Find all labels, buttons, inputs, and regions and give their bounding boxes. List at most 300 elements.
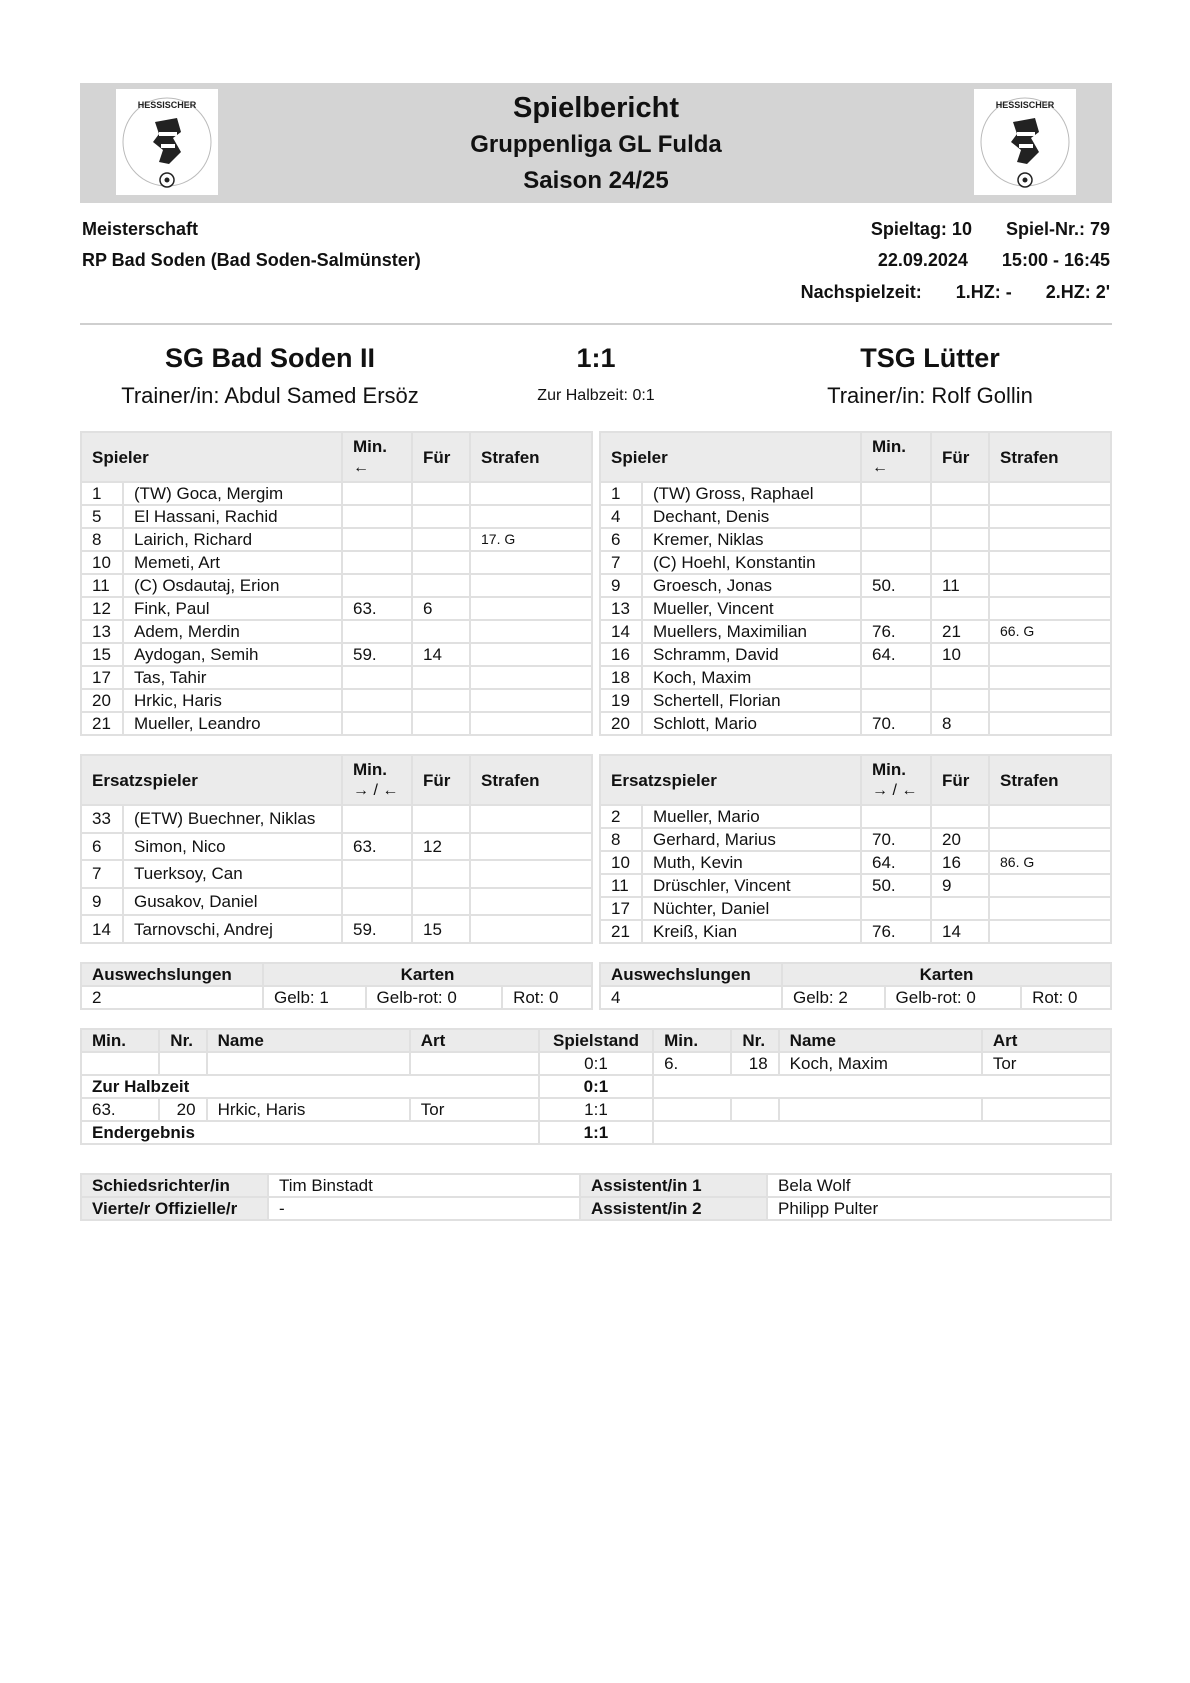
sub-minute: 64. xyxy=(861,643,931,666)
away-subs-table xyxy=(599,754,1112,944)
halftime-score: Zur Halbzeit: 0:1 xyxy=(537,387,655,404)
player-row xyxy=(81,689,592,712)
player-name: Koch, Maxim xyxy=(642,666,861,689)
sub-minute: 76. xyxy=(861,620,931,643)
sub-minute: 76. xyxy=(861,920,931,943)
svg-text:HESSISCHER: HESSISCHER xyxy=(137,100,197,110)
player-row xyxy=(81,666,592,689)
player-row xyxy=(600,597,1111,620)
shirt-number: 1 xyxy=(81,482,123,505)
assistant1-name: Bela Wolf xyxy=(767,1174,1111,1197)
col-player: Spieler xyxy=(81,432,342,482)
home-lineup-table xyxy=(80,431,593,736)
sub-minute xyxy=(861,597,931,620)
player-name: Gerhard, Marius xyxy=(642,828,861,851)
substitutions-label: Auswechslungen xyxy=(600,963,782,986)
shirt-number: 20 xyxy=(600,712,642,735)
sub-minute xyxy=(342,805,412,833)
substitute-row xyxy=(600,874,1111,897)
goals-table xyxy=(80,1028,1112,1145)
col-number: Nr. xyxy=(159,1029,206,1052)
sub-for: 20 xyxy=(931,828,989,851)
penalty xyxy=(470,666,592,689)
score-state: 0:1 xyxy=(539,1052,653,1075)
away-team: TSG Lütter xyxy=(860,343,1000,373)
player-row xyxy=(600,666,1111,689)
substitutions-count: 2 xyxy=(81,986,263,1009)
shirt-number: 6 xyxy=(600,528,642,551)
final-score: 1:1 xyxy=(539,1121,653,1144)
halftime-score: 0:1 xyxy=(539,1075,653,1098)
home-subs-table xyxy=(80,754,593,944)
player-name: Tuerksoy, Can xyxy=(123,860,342,888)
yellow-cards: Gelb: 2 xyxy=(782,986,885,1009)
goal-number: 18 xyxy=(731,1052,778,1075)
penalty xyxy=(989,482,1111,505)
sub-minute: 50. xyxy=(861,574,931,597)
penalty xyxy=(470,597,592,620)
penalty xyxy=(470,643,592,666)
penalty xyxy=(470,915,592,943)
shirt-number: 18 xyxy=(600,666,642,689)
shirt-number: 16 xyxy=(600,643,642,666)
player-name: (C) Osdautaj, Erion xyxy=(123,574,342,597)
player-row xyxy=(600,689,1111,712)
sub-for: 9 xyxy=(931,874,989,897)
sub-for xyxy=(412,482,470,505)
penalty: 66. G xyxy=(989,620,1111,643)
penalty xyxy=(989,528,1111,551)
shirt-number: 15 xyxy=(81,643,123,666)
col-min: Min. xyxy=(81,1029,159,1052)
col-substitute: Ersatzspieler xyxy=(600,755,861,805)
col-type: Art xyxy=(410,1029,539,1052)
substitute-row xyxy=(81,805,592,833)
shirt-number: 7 xyxy=(81,860,123,888)
score-state: 1:1 xyxy=(539,1098,653,1121)
cards-label: Karten xyxy=(782,963,1111,986)
sub-minute xyxy=(342,620,412,643)
shirt-number: 11 xyxy=(600,874,642,897)
player-name: Schertell, Florian xyxy=(642,689,861,712)
assistant1-label: Assistent/in 1 xyxy=(580,1174,767,1197)
player-row xyxy=(81,712,592,735)
substitute-row xyxy=(600,920,1111,943)
stoppage-second-half: 2.HZ: 2' xyxy=(1045,282,1110,302)
player-row xyxy=(600,505,1111,528)
penalty xyxy=(989,828,1111,851)
match-number: Spiel-Nr.: 79 xyxy=(1005,219,1110,239)
player-name: Nüchter, Daniel xyxy=(642,897,861,920)
player-name: Kremer, Niklas xyxy=(642,528,861,551)
player-name: Mueller, Mario xyxy=(642,805,861,828)
goal-scorer: Hrkic, Haris xyxy=(207,1098,410,1121)
sub-for xyxy=(412,620,470,643)
shirt-number: 11 xyxy=(81,574,123,597)
penalty xyxy=(989,597,1111,620)
svg-text:HESSISCHER: HESSISCHER xyxy=(995,100,1055,110)
substitute-row xyxy=(81,888,592,916)
col-penalties: Strafen xyxy=(989,432,1111,482)
player-name: (TW) Goca, Mergim xyxy=(123,482,342,505)
player-name: Hrkic, Haris xyxy=(123,689,342,712)
goal-minute xyxy=(653,1098,731,1121)
sub-for xyxy=(412,888,470,916)
sub-minute: 63. xyxy=(342,833,412,861)
col-min: Min. xyxy=(653,1029,731,1052)
col-min: Min. ← xyxy=(342,432,412,482)
sub-minute xyxy=(342,860,412,888)
shirt-number: 1 xyxy=(600,482,642,505)
crest-icon xyxy=(119,92,215,192)
player-row xyxy=(600,482,1111,505)
player-row xyxy=(81,528,592,551)
sub-minute: 59. xyxy=(342,643,412,666)
penalty xyxy=(470,712,592,735)
sub-minute xyxy=(342,666,412,689)
sub-for xyxy=(412,689,470,712)
venue: RP Bad Soden (Bad Soden-Salmünster) xyxy=(82,250,421,270)
shirt-number: 6 xyxy=(81,833,123,861)
sub-minute xyxy=(342,712,412,735)
penalty xyxy=(470,505,592,528)
goal-scorer xyxy=(207,1052,410,1075)
player-row xyxy=(600,712,1111,735)
referee-name: Tim Binstadt xyxy=(268,1174,580,1197)
col-penalties: Strafen xyxy=(470,755,592,805)
player-name: Memeti, Art xyxy=(123,551,342,574)
sub-minute xyxy=(342,888,412,916)
goal-row xyxy=(81,1052,1111,1075)
federation-logo xyxy=(116,89,218,195)
sub-for: 14 xyxy=(412,643,470,666)
substitute-row xyxy=(600,897,1111,920)
red-cards: Rot: 0 xyxy=(1021,986,1111,1009)
col-number: Nr. xyxy=(731,1029,778,1052)
col-min: Min. ← xyxy=(861,432,931,482)
player-name: Gusakov, Daniel xyxy=(123,888,342,916)
shirt-number: 10 xyxy=(600,851,642,874)
sub-minute xyxy=(342,574,412,597)
col-for: Für xyxy=(931,755,989,805)
substitute-row xyxy=(600,828,1111,851)
player-name: (ETW) Buechner, Niklas xyxy=(123,805,342,833)
col-min: Min. → / ← xyxy=(861,755,931,805)
officials-table xyxy=(80,1173,1112,1221)
sub-minute xyxy=(861,551,931,574)
penalty xyxy=(989,920,1111,943)
shirt-number: 12 xyxy=(81,597,123,620)
shirt-number: 19 xyxy=(600,689,642,712)
sub-for: 10 xyxy=(931,643,989,666)
col-name: Name xyxy=(207,1029,410,1052)
sub-for: 15 xyxy=(412,915,470,943)
shirt-number: 2 xyxy=(600,805,642,828)
competition: Meisterschaft xyxy=(82,219,199,239)
col-min: Min. → / ← xyxy=(342,755,412,805)
shirt-number: 4 xyxy=(600,505,642,528)
col-name: Name xyxy=(779,1029,982,1052)
sub-minute xyxy=(861,897,931,920)
penalty xyxy=(470,833,592,861)
col-for: Für xyxy=(412,755,470,805)
final-label: Endergebnis xyxy=(81,1121,539,1144)
sub-for xyxy=(412,712,470,735)
player-name: Tarnovschi, Andrej xyxy=(123,915,342,943)
halftime-row xyxy=(81,1075,1111,1098)
sub-minute: 70. xyxy=(861,828,931,851)
substitute-row xyxy=(600,805,1111,828)
penalty xyxy=(470,888,592,916)
shirt-number: 8 xyxy=(600,828,642,851)
sub-minute xyxy=(342,482,412,505)
penalty xyxy=(989,505,1111,528)
sub-minute xyxy=(342,528,412,551)
player-name: Adem, Merdin xyxy=(123,620,342,643)
sub-for xyxy=(412,805,470,833)
player-row xyxy=(600,551,1111,574)
fourth-official-name: - xyxy=(268,1197,580,1220)
home-team: SG Bad Soden II xyxy=(164,343,376,373)
player-row xyxy=(600,528,1111,551)
penalty xyxy=(989,574,1111,597)
substitutions-count: 4 xyxy=(600,986,782,1009)
sub-minute xyxy=(342,689,412,712)
penalty xyxy=(989,689,1111,712)
sub-for xyxy=(412,574,470,597)
penalty xyxy=(989,805,1111,828)
sub-for xyxy=(931,505,989,528)
player-row xyxy=(81,620,592,643)
sub-minute xyxy=(861,528,931,551)
away-summary-table xyxy=(599,962,1112,1010)
shirt-number: 21 xyxy=(81,712,123,735)
substitutions-label: Auswechslungen xyxy=(81,963,263,986)
sub-minute xyxy=(861,482,931,505)
player-name: Aydogan, Semih xyxy=(123,643,342,666)
substitute-row xyxy=(81,860,592,888)
col-type: Art xyxy=(982,1029,1111,1052)
penalty xyxy=(470,860,592,888)
sub-for xyxy=(931,597,989,620)
player-name: Dechant, Denis xyxy=(642,505,861,528)
assistant2-name: Philipp Pulter xyxy=(767,1197,1111,1220)
player-name: Schlott, Mario xyxy=(642,712,861,735)
shirt-number: 9 xyxy=(600,574,642,597)
goal-row xyxy=(81,1098,1111,1121)
match-date: 22.09.2024 xyxy=(877,250,968,270)
sub-for xyxy=(931,528,989,551)
shirt-number: 8 xyxy=(81,528,123,551)
penalty xyxy=(989,897,1111,920)
yellow-red-cards: Gelb-rot: 0 xyxy=(366,986,503,1009)
sub-minute: 50. xyxy=(861,874,931,897)
shirt-number: 14 xyxy=(600,620,642,643)
season: Saison 24/25 xyxy=(523,167,669,194)
sub-minute: 70. xyxy=(861,712,931,735)
penalty xyxy=(470,574,592,597)
halftime-label: Zur Halbzeit xyxy=(81,1075,539,1098)
goal-scorer: Koch, Maxim xyxy=(779,1052,982,1075)
shirt-number: 14 xyxy=(81,915,123,943)
sub-for: 14 xyxy=(931,920,989,943)
shirt-number: 17 xyxy=(600,897,642,920)
player-row xyxy=(81,482,592,505)
player-name: Tas, Tahir xyxy=(123,666,342,689)
sub-minute xyxy=(342,551,412,574)
sub-minute: 59. xyxy=(342,915,412,943)
penalty xyxy=(470,805,592,833)
player-name: Groesch, Jonas xyxy=(642,574,861,597)
teams-header xyxy=(80,325,1112,427)
sub-for xyxy=(931,482,989,505)
match-meta xyxy=(80,203,1112,323)
player-name: Mueller, Leandro xyxy=(123,712,342,735)
goal-minute: 63. xyxy=(81,1098,159,1121)
shirt-number: 5 xyxy=(81,505,123,528)
goal-type: Tor xyxy=(410,1098,539,1121)
sub-for xyxy=(412,860,470,888)
league-name: Gruppenliga GL Fulda xyxy=(470,131,722,158)
penalty: 86. G xyxy=(989,851,1111,874)
goal-type xyxy=(410,1052,539,1075)
final-score: 1:1 xyxy=(576,343,616,373)
home-trainer: Trainer/in: Abdul Samed Ersöz xyxy=(121,383,419,408)
federation-logo xyxy=(974,89,1076,195)
player-row xyxy=(81,643,592,666)
shirt-number: 20 xyxy=(81,689,123,712)
goal-number: 20 xyxy=(159,1098,206,1121)
sub-minute xyxy=(861,689,931,712)
shirt-number: 9 xyxy=(81,888,123,916)
player-name: Simon, Nico xyxy=(123,833,342,861)
assistant2-label: Assistent/in 2 xyxy=(580,1197,767,1220)
player-row xyxy=(81,505,592,528)
penalty xyxy=(470,482,592,505)
red-cards: Rot: 0 xyxy=(502,986,592,1009)
goal-type xyxy=(982,1098,1111,1121)
matchday: Spieltag: 10 xyxy=(870,219,972,239)
sub-for xyxy=(931,666,989,689)
header-band xyxy=(80,83,1112,203)
goal-number xyxy=(159,1052,206,1075)
player-name: El Hassani, Rachid xyxy=(123,505,342,528)
sub-minute xyxy=(861,805,931,828)
fourth-official-label: Vierte/r Offizielle/r xyxy=(81,1197,268,1220)
substitute-row xyxy=(81,915,592,943)
player-row xyxy=(81,574,592,597)
penalty xyxy=(470,689,592,712)
cards-label: Karten xyxy=(263,963,592,986)
penalty xyxy=(989,712,1111,735)
sub-for xyxy=(931,897,989,920)
penalty xyxy=(470,620,592,643)
player-name: Lairich, Richard xyxy=(123,528,342,551)
final-row xyxy=(81,1121,1111,1144)
player-name: Fink, Paul xyxy=(123,597,342,620)
sub-for: 8 xyxy=(931,712,989,735)
player-name: Schramm, David xyxy=(642,643,861,666)
player-name: Muellers, Maximilian xyxy=(642,620,861,643)
penalty xyxy=(989,643,1111,666)
player-row xyxy=(81,551,592,574)
player-name: (TW) Gross, Raphael xyxy=(642,482,861,505)
goal-number xyxy=(731,1098,778,1121)
col-penalties: Strafen xyxy=(470,432,592,482)
goal-type: Tor xyxy=(982,1052,1111,1075)
penalty xyxy=(989,551,1111,574)
sub-for: 11 xyxy=(931,574,989,597)
sub-for xyxy=(931,805,989,828)
away-trainer: Trainer/in: Rolf Gollin xyxy=(827,383,1033,408)
penalty: 17. G xyxy=(470,528,592,551)
referee-label: Schiedsrichter/in xyxy=(81,1174,268,1197)
substitute-row xyxy=(81,833,592,861)
sub-minute xyxy=(861,505,931,528)
sub-for xyxy=(412,528,470,551)
col-penalties: Strafen xyxy=(989,755,1111,805)
sub-for xyxy=(931,551,989,574)
goal-minute: 6. xyxy=(653,1052,731,1075)
col-substitute: Ersatzspieler xyxy=(81,755,342,805)
sub-for xyxy=(412,666,470,689)
player-name: Mueller, Vincent xyxy=(642,597,861,620)
col-for: Für xyxy=(931,432,989,482)
sub-for xyxy=(931,689,989,712)
sub-for: 16 xyxy=(931,851,989,874)
goal-scorer xyxy=(779,1098,982,1121)
player-row xyxy=(600,574,1111,597)
title-block xyxy=(80,83,1112,199)
sub-minute xyxy=(342,505,412,528)
sub-for xyxy=(412,551,470,574)
match-report xyxy=(80,83,1112,1221)
sub-minute: 63. xyxy=(342,597,412,620)
player-row xyxy=(600,643,1111,666)
goal-minute xyxy=(81,1052,159,1075)
stoppage-label: Nachspielzeit: xyxy=(800,282,922,302)
col-score: Spielstand xyxy=(539,1029,653,1052)
shirt-number: 13 xyxy=(600,597,642,620)
shirt-number: 21 xyxy=(600,920,642,943)
penalty xyxy=(470,551,592,574)
sub-minute: 64. xyxy=(861,851,931,874)
sub-for: 21 xyxy=(931,620,989,643)
sub-minute xyxy=(861,666,931,689)
yellow-red-cards: Gelb-rot: 0 xyxy=(885,986,1022,1009)
player-name: (C) Hoehl, Konstantin xyxy=(642,551,861,574)
substitute-row xyxy=(600,851,1111,874)
col-player: Spieler xyxy=(600,432,861,482)
shirt-number: 7 xyxy=(600,551,642,574)
yellow-cards: Gelb: 1 xyxy=(263,986,366,1009)
player-row xyxy=(600,620,1111,643)
match-time: 15:00 - 16:45 xyxy=(1001,250,1110,270)
player-name: Kreiß, Kian xyxy=(642,920,861,943)
stoppage-first-half: 1.HZ: - xyxy=(955,282,1012,302)
col-for: Für xyxy=(412,432,470,482)
player-name: Muth, Kevin xyxy=(642,851,861,874)
shirt-number: 17 xyxy=(81,666,123,689)
report-title: Spielbericht xyxy=(513,92,679,124)
sub-for: 6 xyxy=(412,597,470,620)
penalty xyxy=(989,874,1111,897)
crest-icon xyxy=(977,92,1073,192)
shirt-number: 33 xyxy=(81,805,123,833)
sub-for: 12 xyxy=(412,833,470,861)
penalty xyxy=(989,666,1111,689)
shirt-number: 10 xyxy=(81,551,123,574)
